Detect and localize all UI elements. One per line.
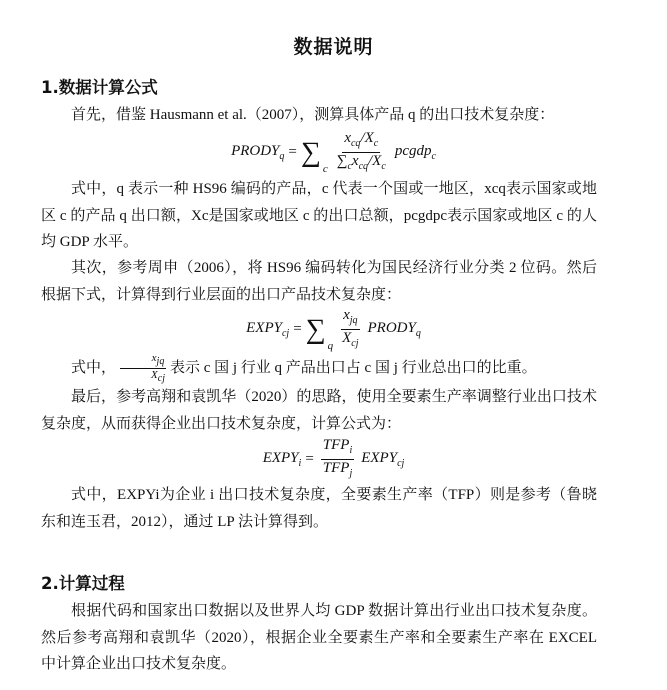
eq2-lhs: $EXPY_{cj}$ <box>246 320 290 339</box>
paragraph-firm-definition: 式中，EXPYi为企业 i 出口技术复杂度，全要素生产率（TFP）则是参考（鲁晓东和连玉君，2012），通过 LP 法计算得到。 <box>41 487 597 530</box>
summation-symbol: ∑ <box>305 313 326 345</box>
eq2-fraction: $\frac{x_{jq}}{X_{cj}}$ <box>342 307 359 349</box>
paragraph-intro: 首先，借鉴 Hausmann et al.（2007），测算具体产品 q 的出口技术复杂度： <box>71 107 555 123</box>
equation-prody: $PRODY_q$ = ∑ c $\frac{x_{cq}/X_c}{\sum_cx_{cq}/X_c}$ pcgdp$_c$ <box>231 130 436 175</box>
equation-expy-firm: $EXPY_i$ = $\frac{TFP_i}{TFP_j}$ $EXPY_{cj}$ <box>0 437 667 482</box>
page-title: 数据说明 <box>293 36 374 58</box>
eq1-lhs: $PRODY_q$ <box>231 143 285 162</box>
paragraph-calculation-process: 根据代码和国家出口数据以及世界人均 GDP 数据计算出行业出口技术复杂度。然后参考高翔和袁凯华（2020），根据企业全要素生产率和全要素生产率在 EXCEL 中计算企业出口技术复杂度。 <box>41 603 597 672</box>
eq1-tail: pcgdp$_c$ <box>394 143 436 162</box>
eq2-tail: $PRODY_q$ <box>367 320 421 339</box>
section-2-heading: 2.计算过程 <box>41 574 125 593</box>
eq3-tail: $EXPY_{cj}$ <box>361 450 405 469</box>
summation-symbol: ∑ <box>300 136 321 168</box>
eq1-fraction: $\frac{x_{cq}/X_c}{\sum_cx_{cq}/X_c}$ <box>336 130 386 172</box>
paragraph-industry-conversion: 其次，参考周申（2006），将 HS96 编码转化为国民经济行业分类 2 位码。然后根据下式，计算得到行业层面的出口产品技术复杂度： <box>41 260 597 303</box>
equation-expy-industry: $EXPY_{cj}$ = ∑ q $\frac{x_{jq}}{X_{cj}}$ $PRODY_q$ <box>246 307 421 352</box>
paragraph-variable-definitions: 式中，q 表示一种 HS96 编码的产品，c 代表一个国或一地区，xcq表示国家或地区 c 的产品 q 出口额，Xc是国家或地区 c 的出口总额，pcgdpc表示国家或地区 c 的人均 GDP 水平。 <box>41 181 597 250</box>
inline-fraction: $\frac{x_{jq}}{X_{cj}}$ <box>119 352 167 385</box>
paragraph-tfp-adjustment: 最后，参考高翔和袁凯华（2020）的思路，使用全要素生产率调整行业出口技术复杂度，从而获得企业出口技术复杂度，计算公式为： <box>41 389 597 432</box>
section-1-heading: 1.数据计算公式 <box>41 78 158 97</box>
eq3-fraction: $\frac{TFP_i}{TFP_j}$ <box>322 437 353 479</box>
eq3-lhs: $EXPY_i$ <box>262 450 302 469</box>
paragraph-share-definition: 式中， $\frac{x_{jq}}{X_{cj}}$ 表示 c 国 j 行业 q 产品出口占 c 国 j 行业总出口的比重。 <box>71 352 537 385</box>
